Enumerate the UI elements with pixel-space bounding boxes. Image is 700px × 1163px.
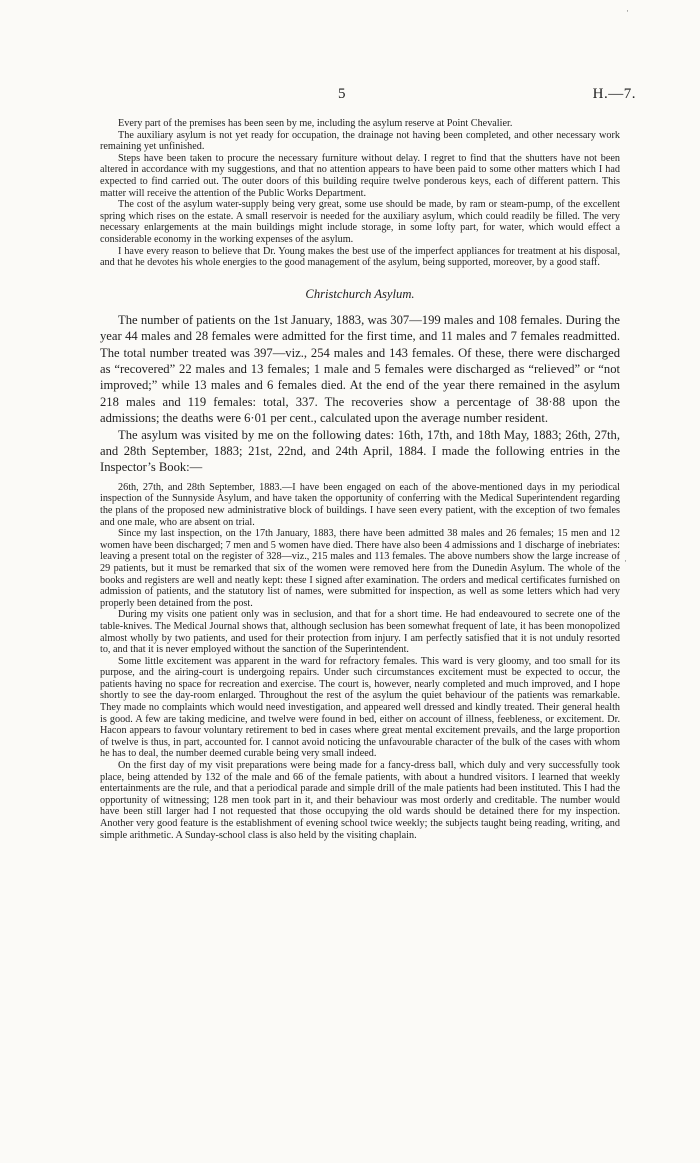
document-reference: H.—7.: [592, 86, 636, 102]
stray-mark: ·: [624, 556, 627, 566]
page-header: [0, 86, 700, 106]
intro-paragraph: Every part of the premises has been seen by me, including the asylum reserve at Point Chevalier.: [118, 118, 513, 129]
stray-mark: ·: [626, 6, 629, 16]
inspector-entry: 26th, 27th, and 28th September, 1883.—I have been engaged on each of the above-mentioned days in my periodical inspection of the Sunnyside Asylum, and have taken the opportunity of conferring with the Medical Superintendent regarding the plans of the proposed new administrative block of buildings. I have seen every patient, with the exception of two females and one male, who are absent on trial.: [100, 481, 620, 528]
intro-paragraph: The auxiliary asylum is not yet ready for occupation, the drainage not having been completed, and other necessary work remaining yet unfinished.: [100, 129, 620, 153]
section-paragraph: The asylum was visited by me on the following dates: 16th, 17th, and 18th May, 1883; 26th, 27th, and 28th September, 1883; 21st, 22nd, and 24th April, 1884. I made the following entries in the Inspector’s Book:—: [100, 427, 620, 475]
intro-paragraph: Steps have been taken to procure the necessary furniture without delay. I regret to find that the shutters have not been altered in accordance with my suggestions, and that no attention appears to have been paid to some other matters which I had expected to find carried out. The outer doors of this building require twelve ponderous keys, each of different pattern. This matter will receive the attention of the Public Works Department.: [100, 152, 620, 199]
inspector-entry: On the first day of my visit preparations were being made for a fancy-dress ball, which duly and very successfully took place, being attended by 132 of the male and 66 of the female patients, with about a hundred visitors. I learned that weekly entertainments are the rule, and that a periodical parade and simple drill of the male patients had been instituted. This I had the opportunity of witnessing; 128 men took part in it, and their behaviour was most orderly and creditable. The number would have been still larger had I not requested that those occupying the old wards should be detained there for my inspection. Another very good feature is the establishment of evening school twice weekly; the subjects taught being reading, writing, and simple arithmetic. A Sunday-school class is also held by the visiting chaplain.: [100, 760, 620, 841]
inspector-entry: Some little excitement was apparent in the ward for refractory females. This ward is very gloomy, and too small for its purpose, and the airing-court is undergoing repairs. Under such circumstances excitement must be expected to occur, the patients having no space for recreation and exercise. The court is, however, nearly completed and much improved, and I hope shortly to see the day-room enlarged. Throughout the rest of the asylum the quiet behaviour of the patients was remarkable. They made no complaints which would need investigation, and appeared well dressed and kindly treated. Their general health is good. A few are taking medicine, and twelve were found in bed, either on account of illness, feebleness, or excitement. Dr. Hacon appears to favour voluntary retirement to bed in cases where great mental excitement prevails, and the large proportion of twelve is thus, in part, accounted for. I cannot avoid noticing the unfavourable character of the bulk of the cases with whom he has to deal, the number deemed curable being very small indeed.: [100, 655, 620, 760]
page-number: 5: [338, 86, 346, 102]
inspector-entry: Since my last inspection, on the 17th January, 1883, there have been admitted 38 males and 26 females; 15 men and 12 women have been discharged; 7 men and 5 women have died. There have also been 4 admissions and 1 discharge of inebriates: leaving a present total on the register of 328—viz., 215 males and 113 females. The above numbers show the large increase of 29 patients, but it must be remarked that six of the women were removed here from the Dunedin Asylum. The whole of the books and registers are well and neatly kept: these I signed after examination. The orders and medical certificates furnished on admission of patients, and the statutory list of names, were submitted for inspection, as well as some letters which had very properly been detained from the post.: [100, 528, 620, 609]
intro-paragraph: I have every reason to believe that Dr. Young makes the best use of the imperfect appliances for treatment at his disposal, and that he devotes his whole energies to the good management of the asylum, being supported, moreover, by a good staff.: [100, 245, 620, 269]
intro-paragraph: The cost of the asylum water-supply being very great, some use should be made, by ram or steam-pump, of the excellent spring which rises on the estate. A small reservoir is needed for the auxiliary asylum, which could readily be filled. The very necessary enlargements at the main buildings might include storage, in some lofty part, for water, which would effect a considerable economy in the working expenses of the asylum.: [100, 199, 620, 245]
document-body: [100, 118, 620, 841]
inspector-entry: During my visits one patient only was in seclusion, and that for a short time. He had endeavoured to secrete one of the table-knives. The Medical Journal shows that, although seclusion has been somewhat frequent of late, it has been monopolized almost wholly by two patients, and used for their protection from injury. I am perfectly satisfied that it is not unduly resorted to, and that it is never employed without the sanction of the Superintendent.: [100, 609, 620, 656]
section-paragraph: The number of patients on the 1st January, 1883, was 307—199 males and 108 females. During the year 44 males and 28 females were admitted for the first time, and 11 males and 7 females readmitted. The total number treated was 397—viz., 254 males and 143 females. Of these, there were discharged as “recovered” 22 males and 13 females; 1 male and 5 females were discharged as “relieved” or “not improved;” while 13 males and 6 females died. At the end of the year there remained in the asylum 218 males and 119 females: total, 337. The recoveries show a percentage of 38·88 upon the admissions; the deaths were 6·01 per cent., calculated upon the average number resident.: [100, 312, 620, 426]
section-title: Christchurch Asylum.: [305, 286, 415, 301]
